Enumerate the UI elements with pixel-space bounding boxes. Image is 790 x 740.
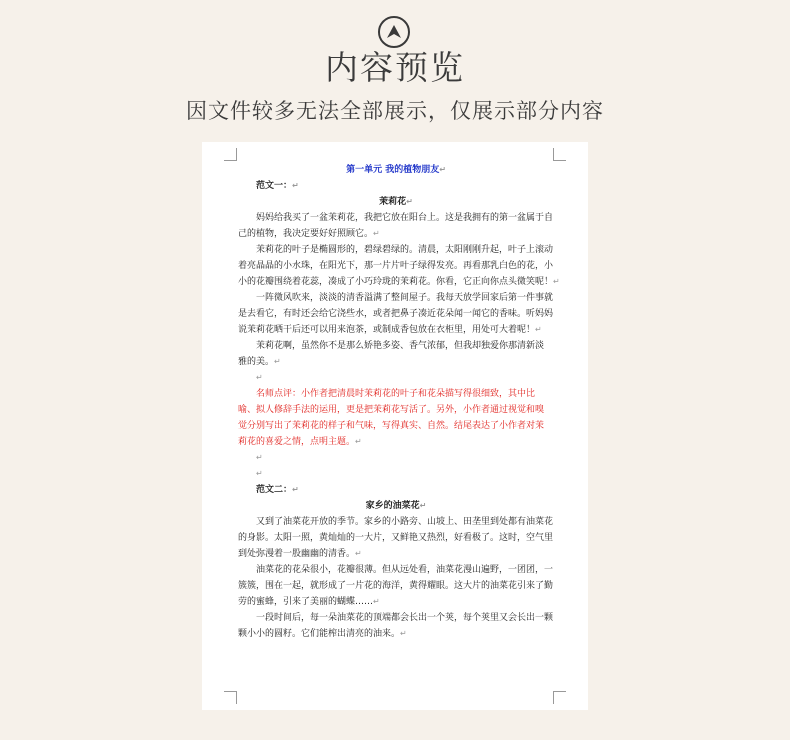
teacher-comment-line: 名师点评：小作者把清晨时茉莉花的叶子和花朵描写得很细致，其中比 — [256, 389, 536, 399]
corner-mark — [224, 691, 237, 704]
essay2-line: 颗小小的圆籽。它们能榨出清亮的油来。↵ — [238, 629, 407, 639]
essay2-label: 范文二：↵ — [256, 485, 299, 495]
document-preview-page — [202, 142, 588, 710]
essay1-line: 是去看它，有时还会给它浇些水，或者把鼻子凑近花朵闻一闻它的香味。听妈妈 — [238, 309, 554, 319]
essay2-line: 簇簇，围在一起，就形成了一片花的海洋，黄得耀眼。这大片的油菜花引来了勤 — [238, 581, 554, 591]
essay1-line: 说茉莉花晒干后还可以用来泡茶，或制成香包放在衣柜里，用处可大着呢！↵ — [238, 325, 542, 335]
essay1-line: 着亮晶晶的小水珠，在阳光下，那一片片叶子绿得发亮。再看那乳白色的花，小 — [238, 261, 554, 271]
unit-title: 第一单元 我的植物朋友↵ — [346, 165, 446, 175]
corner-mark — [553, 691, 566, 704]
page-title: 内容预览 — [325, 48, 465, 87]
essay1-line: 己的植物，我决定要好好照顾它。↵ — [238, 229, 380, 239]
essay2-title: 家乡的油菜花↵ — [365, 501, 427, 511]
preview-header — [0, 0, 790, 140]
corner-mark — [224, 148, 237, 161]
essay1-line: 雅的美。↵ — [238, 357, 281, 367]
document-content — [238, 162, 560, 642]
teacher-comment-line: 莉花的喜爱之情，点明主题。↵ — [238, 437, 362, 447]
essay2-line: 一段时间后，每一朵油菜花的顶端都会长出一个荚，每个荚里又会长出一颗 — [256, 613, 554, 623]
essay1-line: 小的花瓣围绕着花蕊，凑成了小巧玲珑的茉莉花。你看，它正向你点头微笑呢！↵ — [238, 277, 560, 287]
essay1-label: 范文一：↵ — [256, 181, 299, 191]
blank-line: ↵ — [256, 453, 263, 462]
corner-mark — [553, 148, 566, 161]
teacher-comment-line: 喻、拟人修辞手法的运用，更是把茉莉花写活了。另外，小作者通过视觉和嗅 — [238, 405, 545, 415]
essay1-line: 茉莉花啊，虽然你不是那么娇艳多姿、香气浓郁，但我却独爱你那清新淡 — [256, 341, 545, 351]
up-arrow-logo-icon — [378, 16, 410, 48]
essay1-line: 妈妈给我买了一盆茉莉花，我把它放在阳台上。这是我拥有的第一盆属于自 — [256, 213, 554, 223]
blank-line: ↵ — [256, 373, 263, 382]
essay2-line: 油菜花的花朵很小，花瓣很薄。但从远处看，油菜花漫山遍野，一团团，一 — [256, 565, 554, 575]
essay1-line: 茉莉花的叶子是椭圆形的，碧绿碧绿的。清晨，太阳刚刚升起，叶子上滚动 — [256, 245, 554, 255]
essay2-line: 又到了油菜花开放的季节。家乡的小路旁、山坡上、田垄里到处都有油菜花 — [256, 517, 554, 527]
essay1-line: 一阵微风吹来，淡淡的清香溢满了整间屋子。我每天放学回家后第一件事就 — [256, 293, 554, 303]
essay1-title: 茉莉花↵ — [379, 197, 413, 207]
page-subtitle: 因文件较多无法全部展示，仅展示部分内容 — [186, 99, 604, 123]
essay2-line: 劳的蜜蜂，引来了美丽的蝴蝶……↵ — [238, 597, 380, 607]
essay2-line: 到处弥漫着一股幽幽的清香。↵ — [238, 549, 362, 559]
blank-line: ↵ — [256, 469, 263, 478]
teacher-comment-line: 觉分别写出了茉莉花的样子和气味，写得真实、自然。结尾表达了小作者对茉 — [238, 421, 545, 431]
essay2-line: 的身影。太阳一照，黄灿灿的一大片，又鲜艳又热烈，好看极了。这时，空气里 — [238, 533, 554, 543]
